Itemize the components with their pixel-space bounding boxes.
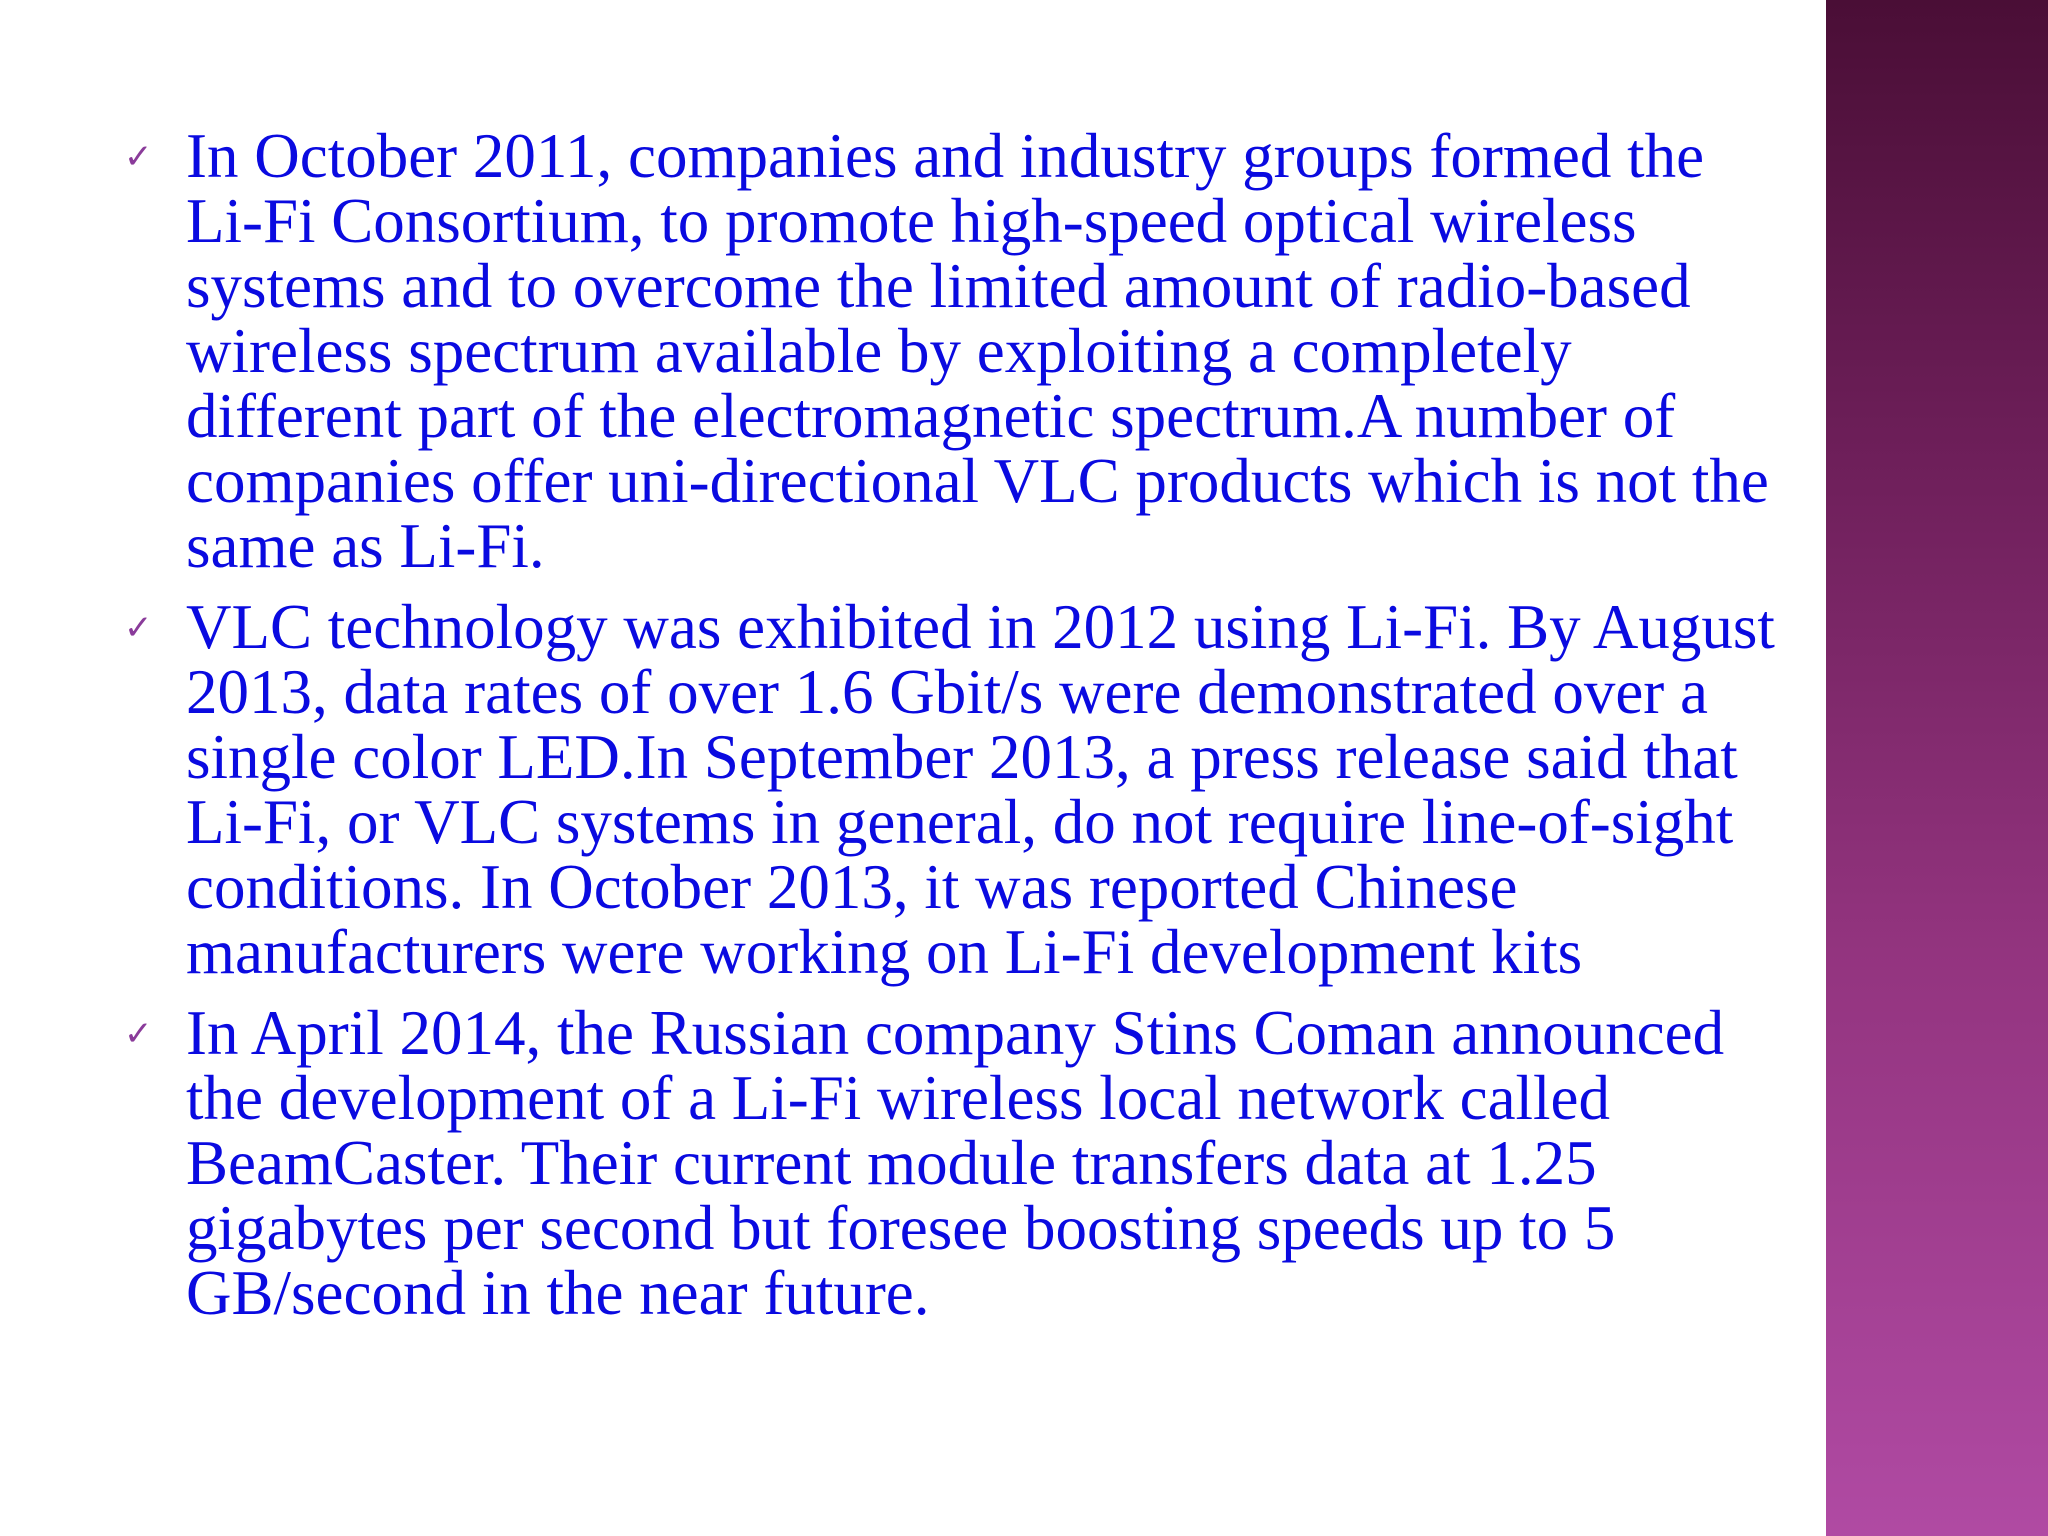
text-line: the development of a Li-Fi wireless local network called: [186, 1063, 1611, 1133]
bullet-item-1: [120, 121, 1980, 581]
text-line: VLC technology was exhibited in 2012 using Li-Fi. By August: [186, 592, 1775, 662]
text-line: different part of the electromagnetic spectrum.A number of: [186, 381, 1676, 451]
text-line: Li-Fi Consortium, to promote high-speed optical wireless: [186, 186, 1637, 256]
text-line: systems and to overcome the limited amount of radio-based: [186, 251, 1691, 321]
text-line: GB/second in the near future.: [186, 1258, 930, 1328]
check-icon: ✓: [124, 137, 153, 177]
text-line: In October 2011, companies and industry groups formed the: [186, 121, 1705, 191]
text-line: same as Li-Fi.: [186, 511, 545, 581]
text-line: conditions. In October 2013, it was reported Chinese: [186, 852, 1518, 922]
bullet-list: [120, 121, 1980, 1384]
check-icon: ✓: [124, 608, 153, 648]
text-line: Li-Fi, or VLC systems in general, do not require line-of-sight: [186, 787, 1734, 857]
text-line: gigabytes per second but foresee boosting speeds up to 5: [186, 1193, 1616, 1263]
bullet-text: [186, 121, 1980, 581]
text-line: manufacturers were working on Li-Fi development kits: [186, 917, 1583, 987]
text-line: BeamCaster. Their current module transfers data at 1.25: [186, 1128, 1597, 1198]
text-line: In April 2014, the Russian company Stins Coman announced: [186, 998, 1725, 1068]
text-line: wireless spectrum available by exploiting a completely: [186, 316, 1572, 386]
bullet-text: [186, 998, 1980, 1328]
check-icon: ✓: [124, 1014, 153, 1054]
bullet-item-2: [120, 592, 1980, 987]
text-line: 2013, data rates of over 1.6 Gbit/s were demonstrated over a: [186, 657, 1708, 727]
text-line: single color LED.In September 2013, a press release said that: [186, 722, 1738, 792]
bullet-item-3: [120, 998, 1980, 1328]
bullet-text: [186, 592, 1980, 987]
text-line: companies offer uni-directional VLC products which is not the: [186, 446, 1769, 516]
